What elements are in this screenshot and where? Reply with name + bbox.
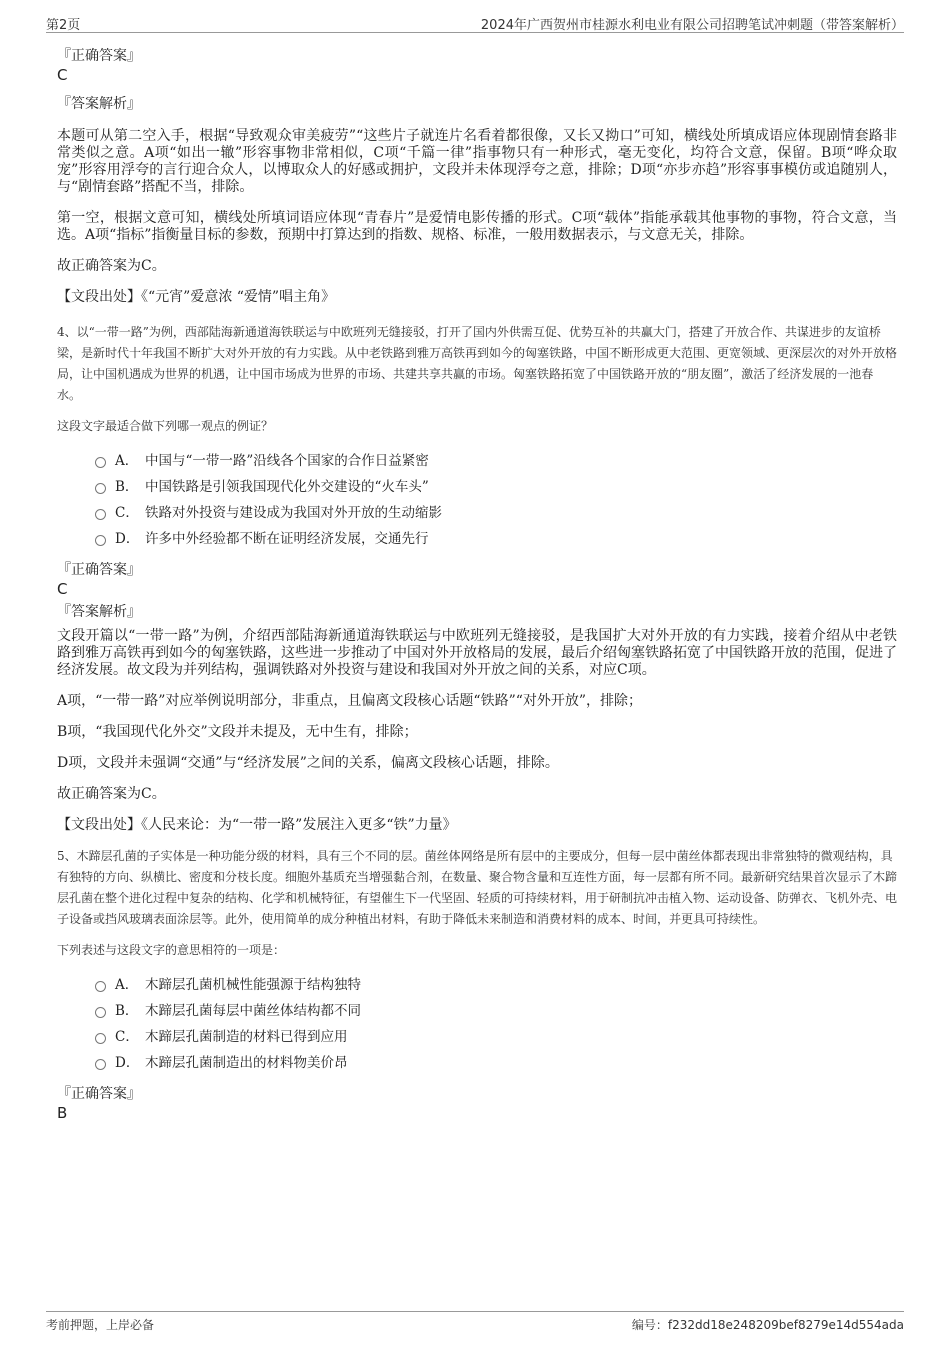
q3-source: 【文段出处】《“元宵”爱意浓 “爱情”唱主角》 [57, 289, 336, 305]
page-number: 第2页 [46, 18, 81, 33]
correct-answer-label: 『正确答案』 [57, 562, 141, 578]
document-code: 编号：f232dd18e248209bef8279e14d554ada [631, 1318, 904, 1332]
q3-analysis-2: 第一空，根据文意可知，横线处所填词语应体现“青春片”是爱情电影传播的形式。C项“载体”指能承载其他事物的事物，符合文意，当选。A项“指标”指衡量目标的参数，预期中打算达到的指数、规格、标准，一般用数据表示，与文意无关，排除。 [57, 210, 897, 243]
radio-button[interactable] [95, 483, 106, 494]
q4-analysis-1: 文段开篇以“一带一路”为例，介绍西部陆海新通道海铁联运与中欧班列无缝接驳，是我国扩大对外开放的有力实践，接着介绍从中老铁路到雅万高铁再到如今的匈塞铁路，这些进一步推动了中国对外开放格局的发展，最后介绍匈塞铁路拓宽了中国铁路开放的范围，促进了经济发展。故文段为并列结构，强调铁路对外投资与建设和我国对外开放之间的关系，对应C项。 [57, 628, 897, 678]
analysis-label: 『答案解析』 [57, 96, 141, 112]
q5-stem: 5、木蹄层孔菌的子实体是一种功能分级的材料，具有三个不同的层。菌丝体网络是所有层中的主要成分，但每一层中菌丝体都表现出非常独特的微观结构，具有独特的方向、纵横比、密度和分枝长度。细胞外基质充当增强黏合剂，在数量、聚合物含量和互连性方面，每一层都有所不同。最新研究结果首次显示了木蹄层孔菌在整个进化过程中复杂的结构、化学和机械特征，有望催生下一代坚固、轻质的可持续材料，用于研制抗冲击植入物、运动设备、防弹衣、飞机外壳、电子设备或挡风玻璃表面涂层等。此外，使用简单的成分种植出材料，有助于降低未来制造和消费材料的成本、时间，并更具可持续性。 [57, 849, 898, 926]
radio-button[interactable] [95, 1033, 106, 1044]
q4-prompt: 这段文字最适合做下列哪一观点的例证？ [57, 419, 274, 433]
q4-conclusion: 故正确答案为C。 [57, 786, 166, 802]
radio-button[interactable] [95, 457, 106, 468]
q4-option-c[interactable]: C． 铁路对外投资与建设成为我国对外开放的生动缩影 [95, 500, 897, 526]
correct-answer-label: 『正确答案』 [57, 48, 141, 64]
radio-button[interactable] [95, 509, 106, 520]
radio-button[interactable] [95, 981, 106, 992]
q5-prompt: 下列表述与这段文字的意思相符的一项是： [57, 943, 286, 957]
q4-stem: 4、以“一带一路”为例，西部陆海新通道海铁联运与中欧班列无缝接驳，打开了国内外供需互促、优势互补的共赢大门，搭建了开放合作、共谋进步的友谊桥梁，是新时代十年我国不断扩大对外开放的有力实践。从中老铁路到雅万高铁再到如今的匈塞铁路，中国不断形成更大范围、更宽领域、更深层次的对外开放格局，让中国机遇成为世界的机遇，让中国市场成为世界的市场、共建共享共赢的市场。匈塞铁路拓宽了中国铁路开放的“朋友圈”，激活了经济发展的一池春水。 [57, 325, 898, 402]
q4-source: 【文段出处】《人民来论：为“一带一路”发展注入更多“铁”力量》 [57, 817, 457, 833]
document-title: 2024年广西贺州市桂源水利电业有限公司招聘笔试冲刺题（带答案解析） [480, 18, 904, 33]
q4-option-b[interactable]: B． 中国铁路是引领我国现代化外交建设的“火车头” [95, 474, 897, 500]
analysis-label: 『答案解析』 [57, 604, 141, 620]
document-content [57, 46, 897, 1126]
page-footer [46, 1311, 904, 1334]
q4-analysis-b: B项，“我国现代化外交”文段并未提及，无中生有，排除； [57, 724, 418, 740]
page-header [46, 12, 904, 33]
radio-button[interactable] [95, 1059, 106, 1070]
q5-options [57, 972, 897, 1076]
correct-answer-label: 『正确答案』 [57, 1086, 141, 1102]
q4-answer: C [57, 580, 68, 598]
footer-slogan: 考前押题，上岸必备 [46, 1318, 155, 1332]
q3-answer: C [57, 66, 68, 84]
q4-option-a[interactable]: A． 中国与“一带一路”沿线各个国家的合作日益紧密 [95, 448, 897, 474]
q5-option-b[interactable]: B． 木蹄层孔菌每层中菌丝体结构都不同 [95, 998, 897, 1024]
q5-answer: B [57, 1104, 68, 1122]
q5-option-a[interactable]: A． 木蹄层孔菌机械性能强源于结构独特 [95, 972, 897, 998]
q3-conclusion: 故正确答案为C。 [57, 258, 166, 274]
q5-option-d[interactable]: D． 木蹄层孔菌制造出的材料物美价昂 [95, 1050, 897, 1076]
q5-option-c[interactable]: C． 木蹄层孔菌制造的材料已得到应用 [95, 1024, 897, 1050]
radio-button[interactable] [95, 1007, 106, 1018]
q4-option-d[interactable]: D． 许多中外经验都不断在证明经济发展，交通先行 [95, 526, 897, 552]
q4-options [57, 448, 897, 552]
radio-button[interactable] [95, 535, 106, 546]
q4-analysis-a: A项，“一带一路”对应举例说明部分，非重点，且偏离文段核心话题“铁路”“对外开放”，排除； [57, 693, 643, 709]
q4-analysis-d: D项，文段并未强调“交通”与“经济发展”之间的关系，偏离文段核心话题，排除。 [57, 755, 559, 771]
q3-analysis-1: 本题可从第二空入手，根据“导致观众审美疲劳”“这些片子就连片名看着都很像，又长又拗口”可知，横线处所填成语应体现剧情套路非常类似之意。A项“如出一辙”形容事物非常相似，C项“千篇一律”指事物只有一种形式，毫无变化，均符合文意，保留。B项“哗众取宠”形容用浮夸的言行迎合众人，以博取众人的好感或拥护，文段并未体现浮夸之意，排除；D项“亦步亦趋”形容事事模仿或追随别人，与“剧情套路”搭配不当，排除。 [57, 128, 897, 195]
